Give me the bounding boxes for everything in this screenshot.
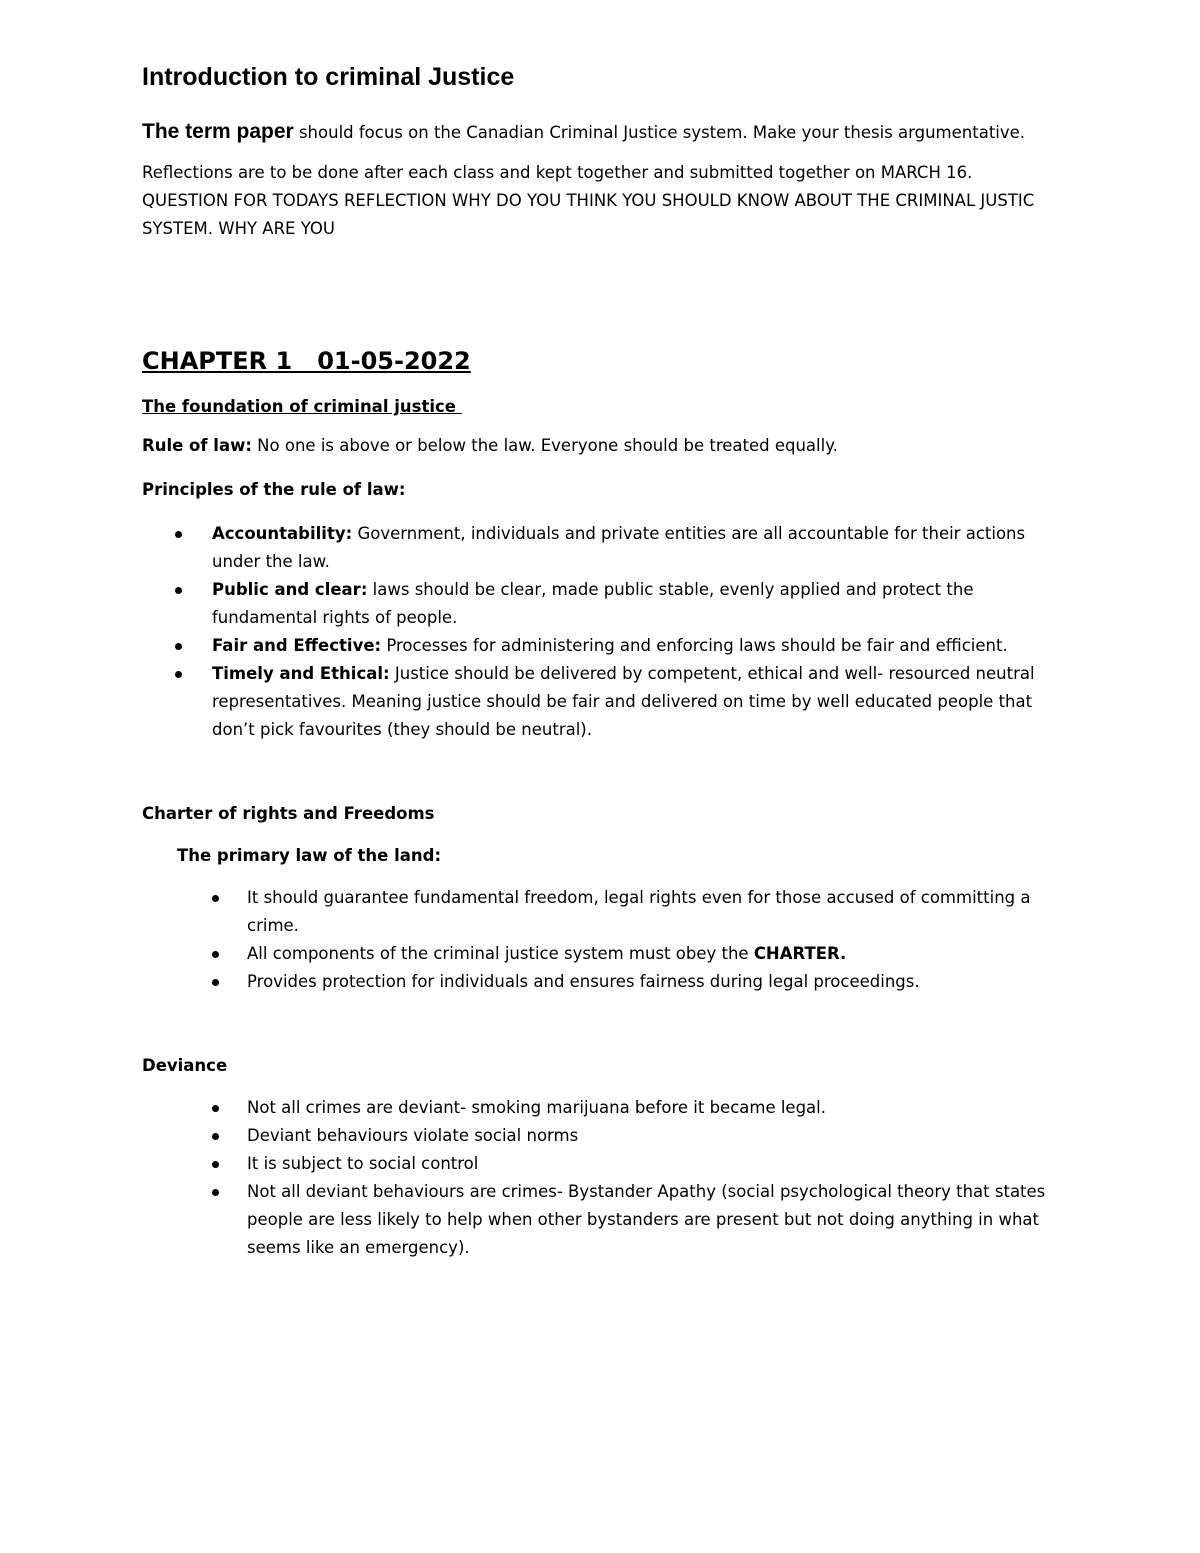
rule-of-law-label: Rule of law: <box>142 436 252 455</box>
bullet-icon <box>175 587 182 594</box>
deviance-heading: Deviance <box>142 1056 228 1075</box>
rule-of-law-text: No one is above or below the law. Everyone should be treated equally. <box>251 436 838 455</box>
bullet-icon <box>212 951 219 958</box>
bullet-icon <box>212 895 219 902</box>
reflections-paragraph: Reflections are to be done after each class and kept together and submitted together on MARCH 16. QUESTION FOR TODAYS REFLECTION WHY DO YOU THINK YOU SHOULD KNOW ABOUT THE CRIMINAL JUSTIC SYSTEM. WHY ARE YOU <box>142 163 1035 238</box>
term-paper-paragraph <box>142 118 1062 147</box>
document-title: Introduction to criminal Justice <box>142 63 515 91</box>
document-page <box>142 62 1062 1262</box>
list-item: Deviant behaviours violate social norms <box>142 1122 1062 1150</box>
bullet-icon <box>175 531 182 538</box>
list-item: Fair and Effective: Processes for administering and enforcing laws should be fair and efficient. <box>142 632 1062 660</box>
bullet-icon <box>175 643 182 650</box>
list-item: Public and clear: laws should be clear, made public stable, evenly applied and protect the fundamental rights of people. <box>142 576 1062 632</box>
list-item: Not all crimes are deviant- smoking marijuana before it became legal. <box>142 1094 1062 1122</box>
charter-subheading: The primary law of the land: <box>177 846 442 865</box>
bullet-icon <box>212 979 219 986</box>
term-paper-text: should focus on the Canadian Criminal Justice system. Make your thesis argumentative. <box>293 123 1026 142</box>
bullet-icon <box>212 1133 219 1140</box>
list-item: Provides protection for individuals and ensures fairness during legal proceedings. <box>142 968 1062 996</box>
rule-of-law-paragraph <box>142 432 1062 460</box>
chapter-heading: CHAPTER 1 01-05-2022 <box>142 347 471 375</box>
bullet-icon <box>212 1105 219 1112</box>
spacer <box>142 255 1062 347</box>
spacer <box>142 744 1062 800</box>
bullet-icon <box>212 1161 219 1168</box>
deviance-list <box>142 1094 1062 1262</box>
charter-list <box>142 884 1062 996</box>
charter-heading: Charter of rights and Freedoms <box>142 804 435 823</box>
list-item: Timely and Ethical: Justice should be delivered by competent, ethical and well- resourced neutral representatives. Meaning justice should be fair and delivered on time by well educated people that don’t pick favourites (they should be neutral). <box>142 660 1062 744</box>
bullet-icon <box>175 671 182 678</box>
list-item: Accountability: Government, individuals and private entities are all accountable for their actions under the law. <box>142 520 1062 576</box>
principles-label: Principles of the rule of law: <box>142 480 406 499</box>
term-paper-lead: The term paper <box>142 120 294 143</box>
spacer <box>142 996 1062 1052</box>
list-item: All components of the criminal justice system must obey the CHARTER. <box>142 940 1062 968</box>
list-item: Not all deviant behaviours are crimes- Bystander Apathy (social psychological theory that states people are less likely to help when other bystanders are present but not doing anything in what seems like an emergency). <box>142 1178 1062 1262</box>
bullet-icon <box>212 1189 219 1196</box>
chapter-subheading: The foundation of criminal justice <box>142 397 462 416</box>
list-item: It should guarantee fundamental freedom, legal rights even for those accused of committing a crime. <box>142 884 1062 940</box>
list-item: It is subject to social control <box>142 1150 1062 1178</box>
principles-list <box>142 520 1062 744</box>
